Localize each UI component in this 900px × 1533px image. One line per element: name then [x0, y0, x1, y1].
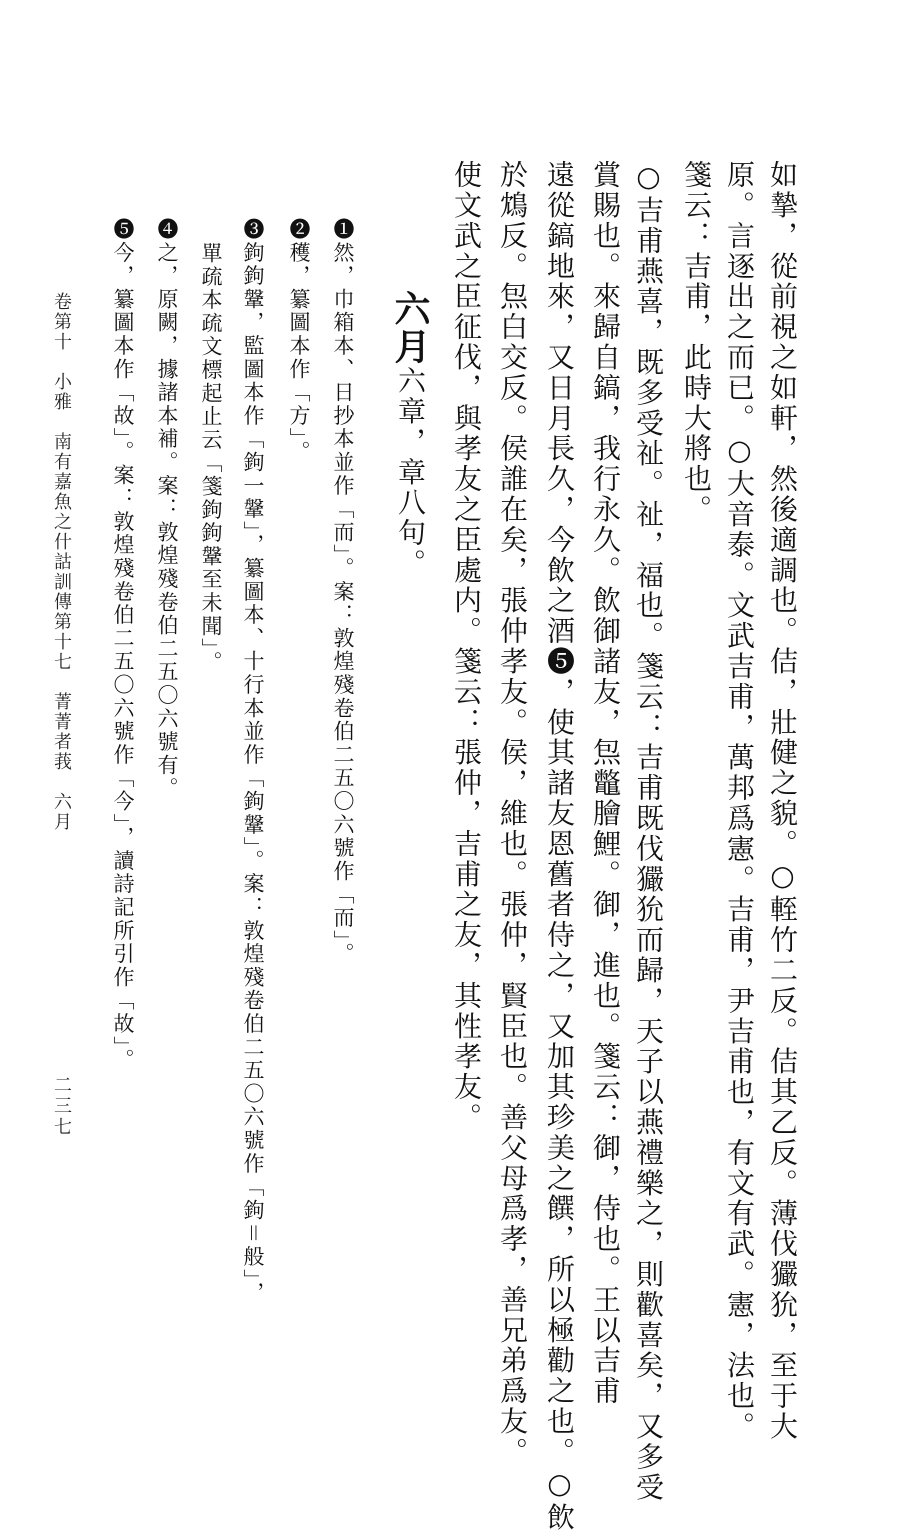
- footnote-4: ❹之，原闕，據諸本補。案：敦煌殘卷伯二五〇六號有。: [155, 218, 179, 801]
- commentary-column-4: ○吉甫燕喜，既多受祉。祉，福也。箋云：吉甫既伐玁狁而歸，天子以燕禮樂之，則歡喜矣，又多受: [632, 160, 665, 1503]
- footnote-1: ❶然，巾箱本、日抄本並作「而」。案：敦煌殘卷伯二五〇六號作「而」。: [331, 218, 355, 966]
- footnote-3-continued: 單疏本疏文標起止云「箋鉤鉤鞶至未聞」。: [199, 242, 223, 675]
- commentary-column-8: 使文武之臣征伐，與孝友之臣處内。箋云：張仲，吉甫之友，其性孝友。: [450, 160, 483, 1133]
- chapter-title: 六月: [389, 290, 431, 366]
- page-number: 二三七: [51, 1075, 72, 1138]
- footnote-2: ❷穫，纂圖本作「方」。: [287, 218, 311, 464]
- commentary-column-1: 如摯，從前視之如軒，然後適調也。佶，壯健之貌。○輊竹二反。佶其乙反。薄伐玁狁，至于大: [766, 160, 799, 1442]
- commentary-column-2: 原。言逐出之而已。○大音泰。文武吉甫，萬邦爲憲。吉甫，尹吉甫也，有文有武。憲，法也。: [723, 160, 756, 1442]
- commentary-column-7: 於鴆反。炰白交反。侯誰在矣，張仲孝友。侯，維也。張仲，賢臣也。善父母爲孝，善兄弟爲友。: [496, 160, 529, 1468]
- footnote-5: ❺今，纂圖本作「故」。案：敦煌殘卷伯二五〇六號作「今」，讀詩記所引作「故」。: [111, 218, 135, 1072]
- chapter-heading: [389, 290, 431, 579]
- commentary-column-5: 賞賜也。來歸自鎬，我行永久。飲御諸友，炰鼈膾鯉。御，進也。箋云：御，侍也。王以吉甫: [589, 160, 622, 1407]
- footnote-3: ❸鉤鉤鞶，監圖本作「鉤一鞶」，纂圖本、十行本並作「鉤鞶」。案：敦煌殘卷伯二五〇六號作「鉤＝般」，: [241, 218, 265, 1305]
- chapter-count: 六章，章八句。: [394, 366, 427, 579]
- commentary-column-6: 遠從鎬地來，又日月長久，今飲之酒❺，使其諸友恩舊者侍之，又加其珍美之饌，所以極勸之也。○飲: [543, 160, 576, 1533]
- commentary-column-3: 箋云：吉甫，此時大將也。: [680, 160, 713, 525]
- running-head: 卷第十 小雅 南有嘉魚之什詁訓傳第十七 菁菁者莪 六月: [51, 292, 72, 832]
